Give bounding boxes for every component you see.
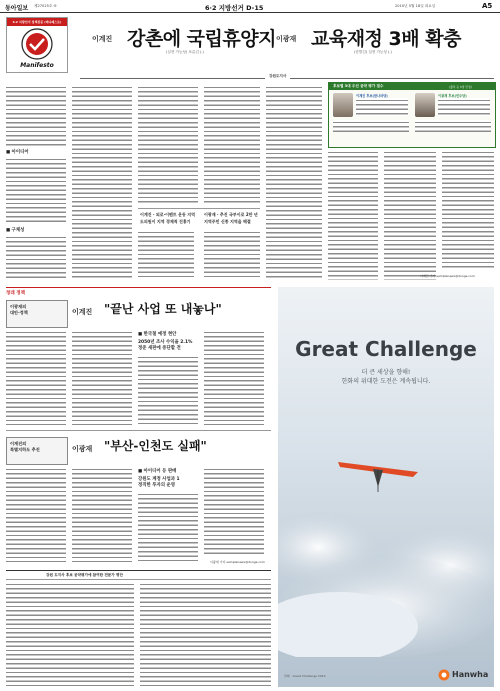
masthead [0, 0, 500, 13]
manifesto-caption: 6·2 지방선거 정책검증 (매니페스토) [7, 18, 67, 26]
lower-text-1d [204, 330, 264, 425]
body-text-col1c [6, 235, 66, 280]
hanwha-logo-text: Hanwha [452, 670, 489, 679]
candidate-photo-right [415, 93, 435, 117]
lower-sub-1b: 2050년 조사 수익을 2.1% 정준 새판에 중단할 전 [138, 340, 193, 351]
mid-sub-col2: 도의원이 지역 경제적 진흥기 [140, 219, 191, 224]
lower-box-1 [6, 300, 68, 328]
lower-box-1-title-text: 이광재의 대안·정책 [10, 304, 28, 315]
evaluation-box-source: (출처 등 5점 만점) [449, 84, 472, 89]
candidate-name-left: 이계진 [92, 35, 113, 43]
body-text-col1 [6, 85, 66, 147]
ad-line-2: 한화의 위대한 도전은 계속됩니다. [341, 378, 431, 385]
body-text-col6 [328, 150, 378, 280]
paper-name: 동아일보 [5, 5, 29, 12]
lower-headline-1-candidate: 이계진 [72, 308, 93, 316]
body-text-col5 [266, 85, 322, 280]
evaluation-box [328, 82, 496, 148]
body-text-col3 [138, 85, 198, 205]
lower-text-2c [138, 492, 198, 562]
page-number: A5 [482, 2, 493, 10]
pledge-lines-left [333, 120, 409, 132]
byline: 이계진 기자 samplenews@donga.com [420, 274, 475, 278]
bottom-note-bar [6, 570, 271, 580]
body-text-col3b [138, 230, 194, 280]
lower-box-2 [6, 437, 68, 465]
lower-text-2a [6, 467, 66, 562]
mid-headline-col3: 이광재 · 추진 국부이로 2만 년 [204, 212, 258, 217]
ad-illustration [278, 397, 494, 657]
lower-divider [6, 430, 271, 431]
manifesto-box [6, 17, 68, 73]
candidate-profile-left [356, 98, 408, 116]
manifesto-icon [21, 28, 53, 60]
body-text-col2 [72, 85, 132, 280]
lower-box-1-title [10, 304, 28, 315]
subhead-left: (실현 가능성) 포름김 (.) [166, 50, 204, 54]
bottom-note-text-a [6, 582, 134, 686]
candidate-photo-left [333, 93, 353, 117]
headline-left: 강촌에 국립휴양지 [127, 28, 276, 50]
lower-text-1a [6, 330, 66, 425]
bottom-note-text-b [140, 582, 271, 686]
lower-text-2d [204, 467, 264, 557]
mid-headline-col2: 이계진 · 외로·이벤트 운동 지역 [140, 212, 195, 217]
ad-line-1: 더 큰 세상을 향해! [361, 369, 411, 376]
lower-text-1b [72, 330, 132, 425]
lower-sub-1a: ■ 한국철 예정 현안 [138, 332, 177, 337]
subhead-right: (한발김) 실현 가능성 (.) [354, 50, 392, 54]
subhead-specific: ■ 구체성 [6, 228, 25, 233]
radar-charts [328, 146, 494, 147]
lower-text-1c [138, 355, 198, 425]
issue-info: 제27025호 ⑤ [34, 4, 57, 8]
body-text-col4b [204, 230, 260, 280]
body-text-col7 [384, 150, 436, 280]
lower-headline-2: "부산-인천도 실패" [104, 439, 207, 453]
glider-icon [338, 462, 418, 492]
body-text-col4 [204, 85, 260, 205]
candidate-name-right: 이광재 [276, 35, 297, 43]
subhead-idea: ■ 아이디어 [6, 150, 29, 155]
body-text-col1b [6, 157, 66, 225]
issue-date: 2010년 5월 18일 화요일 [395, 4, 436, 8]
lower-section-rule [6, 287, 271, 288]
lower-section-label: 청래 정책 [6, 291, 25, 296]
mid-rule [138, 208, 260, 209]
candidate-name-box-left: 이계진 후보(한나라당) [356, 94, 388, 98]
lower-byline: 이광재 기자 samplenews@donga.com [210, 560, 265, 564]
lower-headline-2-candidate: 이광재 [72, 445, 93, 453]
lower-box-2-title-text: 이계진의 특별지하도 추진 [10, 441, 40, 452]
lower-sub-2b: 강원도 계정 사업과 1 정직한 투자의 운영 [138, 477, 180, 488]
lower-sub-2a: ■ 아이디어 등 판매 [138, 469, 177, 474]
section-title: 6·2 지방선거 D-15 [205, 3, 264, 12]
lower-text-2b [72, 467, 132, 562]
lower-box-2-title [10, 441, 40, 452]
section-label: 강원도지사 [265, 74, 290, 79]
ad-title: Great Challenge [295, 337, 477, 361]
bottom-note: 강원 도지사 후보 공약평가에 참여한 전문가 명단 [46, 572, 123, 577]
hanwha-logo-icon [438, 669, 450, 681]
ad-footnote: 한화 · Great Challenge 2010 [284, 674, 326, 678]
evaluation-box-title: 후보별 3대 우선 공약 평가 점수 [329, 83, 495, 90]
manifesto-label: Manifesto [20, 62, 54, 69]
pledge-lines-right [415, 120, 491, 132]
body-text-col8 [442, 150, 494, 270]
candidate-profile-right [438, 98, 490, 116]
lower-headline-1: "끝난 사업 또 내놓나" [104, 302, 222, 316]
mid-sub-col3: 지역주민 신종 지역을 해결 [204, 219, 251, 224]
headline-right: 교육재정 3배 확충 [311, 28, 461, 50]
candidate-name-box-right: 이광재 후보(민주당) [438, 94, 467, 98]
ad-hanwha [278, 287, 494, 687]
